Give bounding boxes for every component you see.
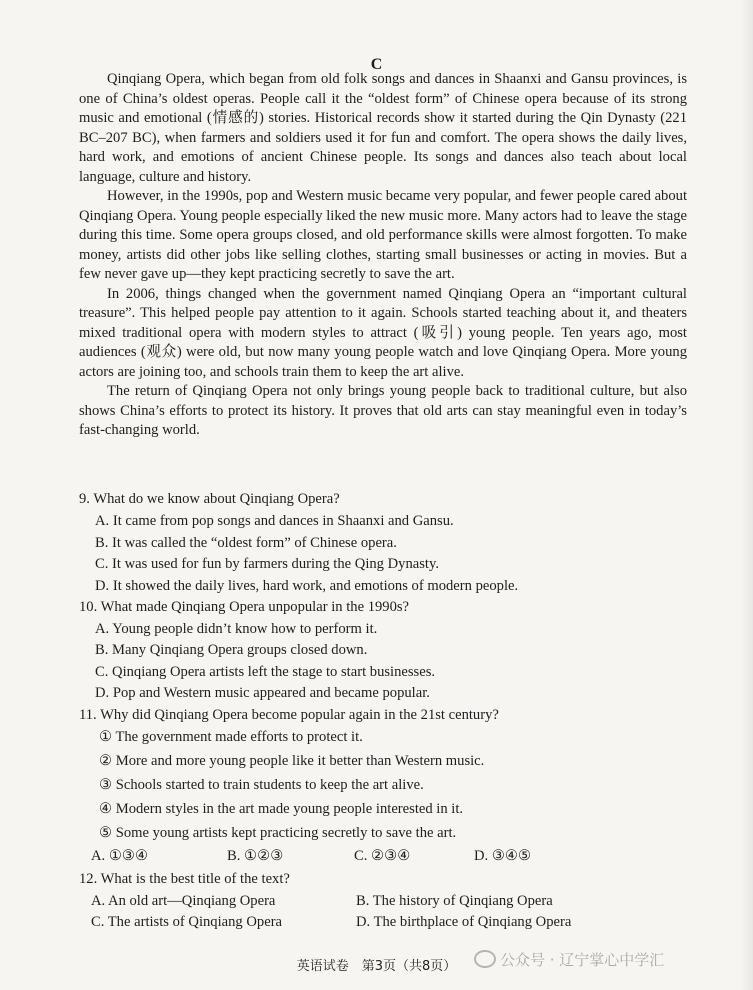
question-9-option-c: C. It was used for fun by farmers during the Qing Dynasty. xyxy=(95,556,439,572)
reading-passage xyxy=(79,70,687,441)
page-edge-shadow xyxy=(741,0,753,990)
page-footer: 英语试卷 第3页（共8页） xyxy=(296,959,457,974)
question-11-option-a: A. ①③④ xyxy=(91,848,149,864)
question-11-stem: 11. Why did Qinqiang Opera become popular again in the 21st century? xyxy=(79,706,499,723)
watermark xyxy=(474,949,664,970)
question-10-option-b: B. Many Qinqiang Opera groups closed down. xyxy=(95,642,368,658)
question-12-option-a: A. An old art—Qinqiang Opera xyxy=(91,893,276,909)
question-11-statement-2: ② More and more young people like it better than Western music. xyxy=(99,753,485,769)
watermark-text: 公众号 · 辽宁掌心中学汇 xyxy=(500,951,665,969)
question-10-stem: 10. What made Qinqiang Opera unpopular in the 1990s? xyxy=(79,599,410,615)
question-11-statement-3: ③ Schools started to train students to keep the art alive. xyxy=(99,777,424,793)
wechat-icon xyxy=(474,950,496,968)
question-9-option-d: D. It showed the daily lives, hard work, and emotions of modern people. xyxy=(95,577,519,594)
question-12-option-c: C. The artists of Qinqiang Opera xyxy=(91,914,283,930)
question-10-option-d: D. Pop and Western music appeared and became popular. xyxy=(95,685,430,701)
question-11-option-c: C. ②③④ xyxy=(354,848,411,864)
passage-paragraph-4: The return of Qinqiang Opera not only brings young people back to traditional culture, but also shows China’s efforts to protect its history. It proves that old arts can stay meaningful even in today’s fast-changing world. xyxy=(79,383,687,438)
passage-paragraph-2: However, in the 1990s, pop and Western music became very popular, and fewer people cared about Qinqiang Opera. Young people especially liked the new music more. Many actors had to leave the stage during this time. Some opera groups closed, and old performance skills were almost forgotten. To make money, artists did other jobs like selling clothes, starting small businesses or acting in movies. But a few never gave up—they kept practicing secretly to save the art. xyxy=(79,188,687,282)
passage-paragraph-3: In 2006, things changed when the government named Qinqiang Opera an “important cultural treasure”. This helped people pay attention to it again. Schools started teaching about it, and theaters mixed traditional opera with modern styles to attract (吸引) young people. Ten years ago, most audiences (观众) were old, but now many young people watch and love Qinqiang Opera. More young actors are joining too, and schools train them to keep the art alive. xyxy=(79,285,687,380)
question-10-option-c: C. Qinqiang Opera artists left the stage to start businesses. xyxy=(95,663,436,680)
question-9-stem: 9. What do we know about Qinqiang Opera? xyxy=(79,491,340,507)
question-10-option-a: A. Young people didn’t know how to perform it. xyxy=(95,620,378,637)
question-9-option-b: B. It was called the “oldest form” of Chinese opera. xyxy=(95,534,397,551)
question-12-option-d: D. The birthplace of Qinqiang Opera xyxy=(356,914,572,930)
question-11-option-b: B. ①②③ xyxy=(227,848,284,864)
question-11-statement-1: ① The government made efforts to protect it. xyxy=(99,729,363,745)
question-11-statement-5: ⑤ Some young artists kept practicing secretly to save the art. xyxy=(99,825,457,841)
question-9-option-a: A. It came from pop songs and dances in Shaanxi and Gansu. xyxy=(95,513,454,529)
question-12-stem: 12. What is the best title of the text? xyxy=(79,871,290,887)
question-12-option-b: B. The history of Qinqiang Opera xyxy=(356,893,553,909)
question-11-statement-4: ④ Modern styles in the art made young people interested in it. xyxy=(99,801,464,817)
question-11-option-d: D. ③④⑤ xyxy=(474,848,532,864)
section-label: C xyxy=(370,56,383,73)
passage-paragraph-1: Qinqiang Opera, which began from old folk songs and dances in Shaanxi and Gansu provinces, is one of China’s oldest operas. People call it the “oldest form” of Chinese opera because of its strong music and emotional (情感的) stories. Historical records show it started during the Qin Dynasty (221 BC–207 BC), when farmers and soldiers used it for fun and comfort. The opera shows the daily lives, hard work, and emotions of ancient Chinese people. Its songs and dances also teach about local language, culture and history. xyxy=(79,71,687,185)
